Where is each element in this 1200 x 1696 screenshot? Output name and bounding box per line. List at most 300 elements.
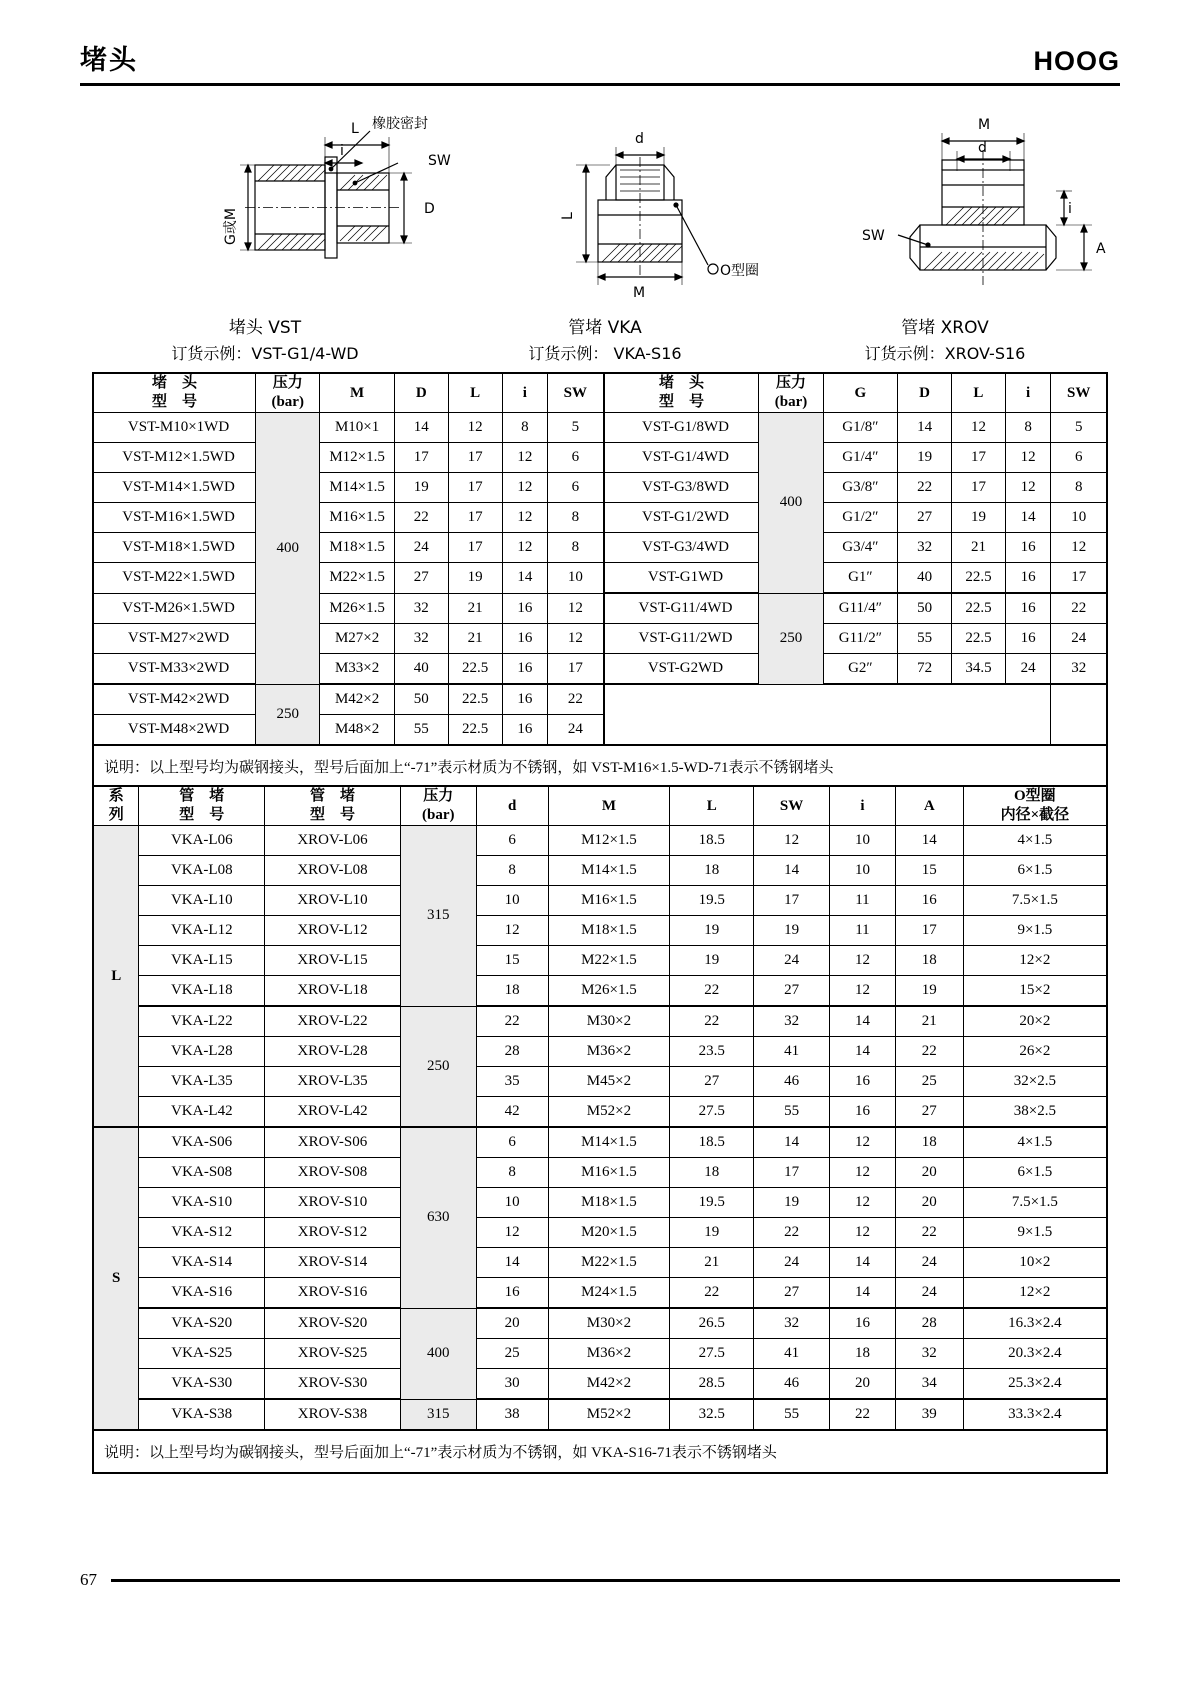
cell-L: 28.5 bbox=[670, 1369, 754, 1400]
table-row bbox=[93, 1097, 1107, 1128]
cell-M: M52×2 bbox=[548, 1399, 670, 1430]
cell-i: 16 bbox=[830, 1067, 896, 1097]
table-row bbox=[93, 473, 1107, 503]
cell-i: 12 bbox=[830, 1158, 896, 1188]
cell-SW-r: 24 bbox=[1051, 624, 1107, 654]
cell-A: 21 bbox=[895, 1006, 963, 1037]
th-SW-right: SW bbox=[1051, 373, 1107, 413]
table-row bbox=[93, 533, 1107, 563]
cell-M: M14×1.5 bbox=[548, 856, 670, 886]
th-model-left-l1: 堵 头 bbox=[152, 375, 198, 391]
cell-D: 19 bbox=[394, 473, 448, 503]
cell-SW: 55 bbox=[754, 1097, 830, 1128]
cell-A: 24 bbox=[895, 1248, 963, 1278]
th-SW: SW bbox=[754, 786, 830, 826]
table2-header-row bbox=[93, 786, 1107, 826]
cell-M: M12×1.5 bbox=[320, 443, 395, 473]
cell-pressure-left-250: 250 bbox=[256, 684, 320, 745]
cell-vka: VKA-S12 bbox=[139, 1218, 265, 1248]
cell-G: G1/2″ bbox=[823, 503, 898, 533]
cell-vka: VKA-S25 bbox=[139, 1339, 265, 1369]
cell-G: G1/4″ bbox=[823, 443, 898, 473]
cell-SW-r: 32 bbox=[1051, 654, 1107, 685]
cell-oring: 16.3×2.4 bbox=[963, 1308, 1107, 1339]
cell-oring: 33.3×2.4 bbox=[963, 1399, 1107, 1430]
cell-SW: 17 bbox=[754, 886, 830, 916]
cell-SW: 27 bbox=[754, 1278, 830, 1309]
cell-M: M36×2 bbox=[548, 1339, 670, 1369]
cell-SW: 24 bbox=[754, 946, 830, 976]
cell-oring: 9×1.5 bbox=[963, 916, 1107, 946]
fig-xrov-label-SW: SW bbox=[862, 228, 885, 244]
cell-model: VST-M26×1.5WD bbox=[93, 593, 256, 624]
cell-d: 15 bbox=[476, 946, 548, 976]
table-vka-xrov bbox=[92, 785, 1108, 1474]
cell-vka: VKA-S30 bbox=[139, 1369, 265, 1400]
cell-L-r: 22.5 bbox=[952, 563, 1006, 594]
cell-i: 20 bbox=[830, 1369, 896, 1400]
cell-i: 16 bbox=[502, 624, 548, 654]
cell-L: 26.5 bbox=[670, 1308, 754, 1339]
cell-d: 42 bbox=[476, 1097, 548, 1128]
cell-SW-r: 6 bbox=[1051, 443, 1107, 473]
cell-d: 14 bbox=[476, 1248, 548, 1278]
cell-model: VST-M33×2WD bbox=[93, 654, 256, 685]
cell-pressure-250: 250 bbox=[400, 1006, 476, 1127]
cell-vka: VKA-L12 bbox=[139, 916, 265, 946]
table-row bbox=[93, 624, 1107, 654]
cell-model: VST-M27×2WD bbox=[93, 624, 256, 654]
cell-oring: 6×1.5 bbox=[963, 856, 1107, 886]
caption-xrov-example: 订货示例：XROV-S16 bbox=[864, 344, 1026, 363]
cell-model-r: VST-G11/2WD bbox=[604, 624, 759, 654]
cell-A: 14 bbox=[895, 826, 963, 856]
cell-oring: 38×2.5 bbox=[963, 1097, 1107, 1128]
brand-logo: HOOG bbox=[1033, 46, 1120, 76]
cell-D-r: 19 bbox=[898, 443, 952, 473]
cell-xrov: XROV-L42 bbox=[265, 1097, 401, 1128]
fig-xrov-label-i: i bbox=[1068, 201, 1072, 217]
cell-xrov: XROV-S20 bbox=[265, 1308, 401, 1339]
table-row bbox=[93, 503, 1107, 533]
cell-L: 18.5 bbox=[670, 1127, 754, 1158]
cell-L: 19 bbox=[670, 1218, 754, 1248]
page-header bbox=[80, 38, 1120, 86]
cell-M: M48×2 bbox=[320, 715, 395, 746]
caption-vka bbox=[435, 315, 775, 367]
figure-vst bbox=[140, 95, 470, 345]
cell-G: G2″ bbox=[823, 654, 898, 685]
cell-i: 14 bbox=[830, 1248, 896, 1278]
cell-A: 27 bbox=[895, 1097, 963, 1128]
cell-L: 22 bbox=[670, 1278, 754, 1309]
table-row bbox=[93, 1278, 1107, 1309]
cell-SW-r: 8 bbox=[1051, 473, 1107, 503]
cell-oring: 15×2 bbox=[963, 976, 1107, 1007]
cell-M: M24×1.5 bbox=[548, 1278, 670, 1309]
cell-i: 16 bbox=[502, 684, 548, 715]
footer-rule bbox=[111, 1579, 1120, 1582]
cell-L: 22 bbox=[670, 976, 754, 1007]
table-row bbox=[93, 1248, 1107, 1278]
cell-oring: 20×2 bbox=[963, 1006, 1107, 1037]
cell-model-r: VST-G3/8WD bbox=[604, 473, 759, 503]
cell-M: M22×1.5 bbox=[320, 563, 395, 594]
cell-D: 32 bbox=[394, 593, 448, 624]
table2-note-row bbox=[93, 1430, 1107, 1473]
table-row bbox=[93, 1218, 1107, 1248]
cell-pressure-630: 630 bbox=[400, 1127, 476, 1308]
cell-oring: 12×2 bbox=[963, 1278, 1107, 1309]
cell-model: VST-M18×1.5WD bbox=[93, 533, 256, 563]
cell-empty bbox=[604, 684, 1051, 745]
cell-D-r: 22 bbox=[898, 473, 952, 503]
cell-SW: 10 bbox=[548, 563, 604, 594]
cell-i-r: 12 bbox=[1005, 443, 1051, 473]
cell-i: 10 bbox=[830, 856, 896, 886]
cell-vka: VKA-L06 bbox=[139, 826, 265, 856]
cell-d: 8 bbox=[476, 856, 548, 886]
cell-vka: VKA-L15 bbox=[139, 946, 265, 976]
cell-xrov: XROV-L28 bbox=[265, 1037, 401, 1067]
cell-A: 34 bbox=[895, 1369, 963, 1400]
cell-xrov: XROV-S06 bbox=[265, 1127, 401, 1158]
cell-SW: 14 bbox=[754, 1127, 830, 1158]
cell-SW: 19 bbox=[754, 916, 830, 946]
cell-xrov: XROV-L35 bbox=[265, 1067, 401, 1097]
cell-vka: VKA-S10 bbox=[139, 1188, 265, 1218]
cell-L-r: 21 bbox=[952, 533, 1006, 563]
th-D-right: D bbox=[898, 373, 952, 413]
cell-SW: 22 bbox=[754, 1218, 830, 1248]
cell-xrov: XROV-L08 bbox=[265, 856, 401, 886]
fig-vst-label-D: D bbox=[424, 201, 435, 217]
caption-xrov-title: 管堵 XROV bbox=[901, 318, 989, 338]
table-vst bbox=[92, 372, 1108, 789]
table-row bbox=[93, 1399, 1107, 1430]
cell-d: 20 bbox=[476, 1308, 548, 1339]
table-row bbox=[93, 886, 1107, 916]
cell-L: 22.5 bbox=[448, 684, 502, 715]
cell-SW: 22 bbox=[548, 684, 604, 715]
th-SW-left: SW bbox=[548, 373, 604, 413]
cell-i: 12 bbox=[502, 473, 548, 503]
cell-model-r: VST-G1/2WD bbox=[604, 503, 759, 533]
cell-SW: 12 bbox=[548, 593, 604, 624]
cell-M: M18×1.5 bbox=[548, 916, 670, 946]
th-model-right: 堵 头 型 号 bbox=[604, 373, 759, 413]
cell-d: 22 bbox=[476, 1006, 548, 1037]
cell-pressure-400: 400 bbox=[400, 1308, 476, 1399]
cell-M: M22×1.5 bbox=[548, 1248, 670, 1278]
th-vka-model: 管 堵 型 号 bbox=[139, 786, 265, 826]
cell-xrov: XROV-L06 bbox=[265, 826, 401, 856]
cell-SW: 32 bbox=[754, 1006, 830, 1037]
cell-d: 18 bbox=[476, 976, 548, 1007]
th-L: L bbox=[670, 786, 754, 826]
th-i-right: i bbox=[1005, 373, 1051, 413]
cell-oring: 4×1.5 bbox=[963, 826, 1107, 856]
cell-L: 21 bbox=[448, 593, 502, 624]
cell-oring: 25.3×2.4 bbox=[963, 1369, 1107, 1400]
cell-i: 12 bbox=[502, 443, 548, 473]
cell-A: 22 bbox=[895, 1218, 963, 1248]
cell-xrov: XROV-S30 bbox=[265, 1369, 401, 1400]
cell-d: 38 bbox=[476, 1399, 548, 1430]
cell-G: G3/4″ bbox=[823, 533, 898, 563]
cell-vka: VKA-S06 bbox=[139, 1127, 265, 1158]
cell-M: M33×2 bbox=[320, 654, 395, 685]
cell-SW: 12 bbox=[548, 624, 604, 654]
cell-M: M18×1.5 bbox=[320, 533, 395, 563]
cell-M: M30×2 bbox=[548, 1006, 670, 1037]
cell-L: 19 bbox=[670, 946, 754, 976]
cell-L-r: 22.5 bbox=[952, 624, 1006, 654]
cell-i-r: 14 bbox=[1005, 503, 1051, 533]
cell-G: G3/8″ bbox=[823, 473, 898, 503]
cell-d: 12 bbox=[476, 1218, 548, 1248]
caption-vst-title: 堵头 VST bbox=[228, 318, 302, 338]
cell-model-r: VST-G3/4WD bbox=[604, 533, 759, 563]
cell-i: 16 bbox=[502, 715, 548, 746]
cell-oring: 32×2.5 bbox=[963, 1067, 1107, 1097]
cell-xrov: XROV-S08 bbox=[265, 1158, 401, 1188]
fig-vst-label-GM: G或M bbox=[223, 208, 239, 245]
cell-i-r: 24 bbox=[1005, 654, 1051, 685]
cell-vka: VKA-S14 bbox=[139, 1248, 265, 1278]
cell-SW: 32 bbox=[754, 1308, 830, 1339]
cell-A: 22 bbox=[895, 1037, 963, 1067]
cell-d: 10 bbox=[476, 886, 548, 916]
fig-vka-label-L: L bbox=[560, 212, 576, 220]
cell-M: M18×1.5 bbox=[548, 1188, 670, 1218]
caption-vst bbox=[95, 315, 435, 367]
cell-i: 16 bbox=[502, 654, 548, 685]
page-footer bbox=[80, 1570, 1120, 1590]
th-model-left-l2: 型 号 bbox=[152, 394, 198, 410]
cell-D: 24 bbox=[394, 533, 448, 563]
table-row bbox=[93, 593, 1107, 624]
cell-xrov: XROV-S38 bbox=[265, 1399, 401, 1430]
cell-L: 23.5 bbox=[670, 1037, 754, 1067]
cell-A: 39 bbox=[895, 1399, 963, 1430]
cell-M: M14×1.5 bbox=[320, 473, 395, 503]
table-row bbox=[93, 413, 1107, 443]
table-row bbox=[93, 1037, 1107, 1067]
cell-xrov: XROV-S14 bbox=[265, 1248, 401, 1278]
cell-vka: VKA-S08 bbox=[139, 1158, 265, 1188]
cell-M: M42×2 bbox=[548, 1369, 670, 1400]
cell-L: 22 bbox=[670, 1006, 754, 1037]
cell-L: 17 bbox=[448, 443, 502, 473]
cell-pressure-315b: 315 bbox=[400, 1399, 476, 1430]
cell-M: M26×1.5 bbox=[548, 976, 670, 1007]
cell-L: 19.5 bbox=[670, 886, 754, 916]
cell-L-r: 17 bbox=[952, 443, 1006, 473]
cell-d: 10 bbox=[476, 1188, 548, 1218]
table-row bbox=[93, 563, 1107, 594]
cell-i-r: 8 bbox=[1005, 413, 1051, 443]
cell-vka: VKA-L18 bbox=[139, 976, 265, 1007]
cell-i: 8 bbox=[502, 413, 548, 443]
fig-xrov-label-d: d bbox=[978, 140, 987, 156]
cell-d: 8 bbox=[476, 1158, 548, 1188]
cell-M: M16×1.5 bbox=[548, 1158, 670, 1188]
cell-xrov: XROV-S25 bbox=[265, 1339, 401, 1369]
cell-oring: 4×1.5 bbox=[963, 1127, 1107, 1158]
cell-model-r: VST-G1/8WD bbox=[604, 413, 759, 443]
cell-G: G1/8″ bbox=[823, 413, 898, 443]
fig-xrov-label-M: M bbox=[978, 117, 991, 133]
cell-D: 14 bbox=[394, 413, 448, 443]
cell-SW: 17 bbox=[754, 1158, 830, 1188]
table-row bbox=[93, 443, 1107, 473]
cell-D: 55 bbox=[394, 715, 448, 746]
th-D-left: D bbox=[394, 373, 448, 413]
cell-SW: 19 bbox=[754, 1188, 830, 1218]
cell-L: 22.5 bbox=[448, 654, 502, 685]
cell-SW-r: 5 bbox=[1051, 413, 1107, 443]
cell-D-r: 14 bbox=[898, 413, 952, 443]
cell-pressure-right-250: 250 bbox=[759, 593, 823, 684]
cell-A: 18 bbox=[895, 1127, 963, 1158]
cell-M: M20×1.5 bbox=[548, 1218, 670, 1248]
cell-SW: 46 bbox=[754, 1067, 830, 1097]
cell-i: 12 bbox=[502, 503, 548, 533]
cell-D-r: 27 bbox=[898, 503, 952, 533]
cell-L: 27.5 bbox=[670, 1339, 754, 1369]
cell-oring: 26×2 bbox=[963, 1037, 1107, 1067]
th-pressure-right: 压力 (bar) bbox=[759, 373, 823, 413]
cell-L: 18 bbox=[670, 856, 754, 886]
fig-vst-label-L: L bbox=[351, 121, 359, 137]
cell-xrov: XROV-S16 bbox=[265, 1278, 401, 1309]
table-row bbox=[93, 1067, 1107, 1097]
cell-L: 27.5 bbox=[670, 1097, 754, 1128]
cell-xrov: XROV-S10 bbox=[265, 1188, 401, 1218]
cell-A: 19 bbox=[895, 976, 963, 1007]
cell-i: 11 bbox=[830, 886, 896, 916]
cell-i-r: 16 bbox=[1005, 593, 1051, 624]
cell-i: 14 bbox=[830, 1037, 896, 1067]
cell-oring: 20.3×2.4 bbox=[963, 1339, 1107, 1369]
cell-A: 16 bbox=[895, 886, 963, 916]
page-number: 67 bbox=[80, 1570, 97, 1589]
cell-L: 21 bbox=[448, 624, 502, 654]
cell-A: 20 bbox=[895, 1158, 963, 1188]
cell-M: M16×1.5 bbox=[548, 886, 670, 916]
fig-vka-label-M: M bbox=[633, 285, 646, 301]
cell-i: 14 bbox=[502, 563, 548, 594]
fig-vka-label-d: d bbox=[635, 131, 644, 147]
cell-SW: 12 bbox=[754, 826, 830, 856]
fig-vst-label-i: i bbox=[340, 143, 344, 159]
th-G-right: G bbox=[823, 373, 898, 413]
th-L-right: L bbox=[952, 373, 1006, 413]
cell-SW: 41 bbox=[754, 1339, 830, 1369]
cell-i: 16 bbox=[830, 1097, 896, 1128]
cell-model-r: VST-G2WD bbox=[604, 654, 759, 685]
table-vst-note: 说明：以上型号均为碳钢接头，型号后面加上“-71”表示材质为不锈钢，如 VST-M16×1.5-WD-71表示不锈钢堵头 bbox=[93, 745, 1107, 788]
cell-model: VST-M16×1.5WD bbox=[93, 503, 256, 533]
fig-xrov-label-A: A bbox=[1096, 241, 1106, 257]
cell-d: 28 bbox=[476, 1037, 548, 1067]
cell-model: VST-M12×1.5WD bbox=[93, 443, 256, 473]
cell-model: VST-M22×1.5WD bbox=[93, 563, 256, 594]
caption-vka-title: 管堵 VKA bbox=[568, 318, 642, 338]
table-row bbox=[93, 1006, 1107, 1037]
cell-i: 18 bbox=[830, 1339, 896, 1369]
cell-i: 12 bbox=[830, 1188, 896, 1218]
cell-pressure-right-400: 400 bbox=[759, 413, 823, 594]
cell-SW: 8 bbox=[548, 503, 604, 533]
cell-pressure-315: 315 bbox=[400, 826, 476, 1007]
cell-L-r: 17 bbox=[952, 473, 1006, 503]
cell-model-r: VST-G11/4WD bbox=[604, 593, 759, 624]
cell-A: 24 bbox=[895, 1278, 963, 1309]
cell-d: 16 bbox=[476, 1278, 548, 1309]
cell-oring: 7.5×1.5 bbox=[963, 886, 1107, 916]
cell-vka: VKA-S38 bbox=[139, 1399, 265, 1430]
cell-M: M52×2 bbox=[548, 1097, 670, 1128]
cell-i: 10 bbox=[830, 826, 896, 856]
cell-i: 12 bbox=[830, 976, 896, 1007]
table-row bbox=[93, 654, 1107, 685]
cell-L-r: 19 bbox=[952, 503, 1006, 533]
cell-model: VST-M10×1WD bbox=[93, 413, 256, 443]
cell-A: 28 bbox=[895, 1308, 963, 1339]
cell-A: 25 bbox=[895, 1067, 963, 1097]
cell-oring: 9×1.5 bbox=[963, 1218, 1107, 1248]
cell-D: 50 bbox=[394, 684, 448, 715]
cell-SW: 14 bbox=[754, 856, 830, 886]
cell-i: 22 bbox=[830, 1399, 896, 1430]
cell-G: G1″ bbox=[823, 563, 898, 594]
cell-M: M36×2 bbox=[548, 1037, 670, 1067]
cell-D-r: 50 bbox=[898, 593, 952, 624]
cell-SW: 46 bbox=[754, 1369, 830, 1400]
cell-i: 12 bbox=[830, 946, 896, 976]
cell-D: 32 bbox=[394, 624, 448, 654]
th-A: A bbox=[895, 786, 963, 826]
cell-D: 40 bbox=[394, 654, 448, 685]
cell-i: 16 bbox=[502, 593, 548, 624]
cell-model-r: VST-G1/4WD bbox=[604, 443, 759, 473]
cell-L: 22.5 bbox=[448, 715, 502, 746]
cell-A: 17 bbox=[895, 916, 963, 946]
cell-SW-r: 10 bbox=[1051, 503, 1107, 533]
cell-model: VST-M14×1.5WD bbox=[93, 473, 256, 503]
cell-SW: 55 bbox=[754, 1399, 830, 1430]
cell-xrov: XROV-S12 bbox=[265, 1218, 401, 1248]
cell-pressure-left-400: 400 bbox=[256, 413, 320, 685]
th-series: 系 列 bbox=[93, 786, 139, 826]
cell-A: 20 bbox=[895, 1188, 963, 1218]
cell-M: M30×2 bbox=[548, 1308, 670, 1339]
caption-vst-example: 订货示例：VST-G1/4-WD bbox=[171, 344, 359, 363]
caption-xrov bbox=[775, 315, 1115, 367]
table-row bbox=[93, 684, 1107, 715]
cell-L: 18 bbox=[670, 1158, 754, 1188]
cell-i-r: 16 bbox=[1005, 563, 1051, 594]
cell-L: 19 bbox=[448, 563, 502, 594]
cell-L-r: 22.5 bbox=[952, 593, 1006, 624]
cell-vka: VKA-S16 bbox=[139, 1278, 265, 1309]
cell-i-r: 16 bbox=[1005, 624, 1051, 654]
cell-SW-r: 17 bbox=[1051, 563, 1107, 594]
cell-L: 19.5 bbox=[670, 1188, 754, 1218]
cell-i: 14 bbox=[830, 1006, 896, 1037]
